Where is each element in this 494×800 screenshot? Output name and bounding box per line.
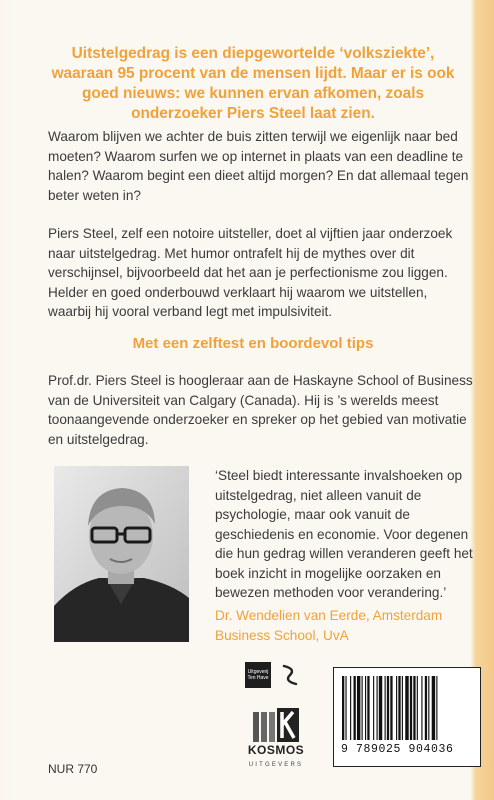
kosmos-subtitle: UITGEVERS [248, 762, 304, 768]
paragraph-questions: Waarom blijven we achter de buis zitten terwijl we eigenlijk naar bed moeten? Waarom surfen we op internet in plaats van een deadline te halen? Waarom begint een dieet altijd morgen? En dat allemaal tegen beter weten in? [48, 129, 469, 203]
nur-code: NUR 770 [48, 762, 98, 776]
barcode-bars [342, 676, 437, 740]
ten-have-small-label: Uitgeverij [247, 669, 269, 675]
isbn-digits: 9 789025 904036 [341, 743, 454, 756]
review-quote: ‘Steel biedt interessante invalshoeken op uitstelgedrag, niet alleen vanuit de psychologie, maar ook vanuit de geschiedenis en economie. Voor degenen die hun gedrag willen veranderen geeft het boek inzicht in mogelijke oorzaken en bewezen methoden voor verandering.’ [215, 468, 473, 600]
ten-have-name: Ten Have [247, 675, 269, 681]
ten-have-logo [245, 662, 271, 688]
tips-heading: Met een zelftest en boordevol tips [132, 335, 374, 352]
kosmos-logo-icon [253, 708, 299, 747]
review-source: Dr. Wendelien van Eerde, Amsterdam Business School, UvA [215, 608, 443, 643]
author-bio: Prof.dr. Piers Steel is hoogleraar aan de Haskayne School of Business van de Universiteit van Calgary (Canada). Hij is ’s werelds meest toonaangevende onderzoeker en spreker op het gebied van motivatie en uitstelgedrag. [48, 373, 473, 447]
lead-text: Uitstelgedrag is een diepgewortelde ‘volksziekte’, waaraan 95 procent van de mensen lijdt. Maar er is ook goed nieuws: we kunnen ervan afkomen, zoals onderzoeker Piers Steel laat zien. [51, 45, 455, 122]
author-photo [54, 466, 189, 642]
swirl-logo-icon [280, 663, 300, 692]
kosmos-name: KOSMOS [247, 743, 305, 757]
paragraph-about-author: Piers Steel, zelf een notoire uitsteller, doet al vijftien jaar onderzoek naar uitstelgedrag. Met humor ontrafelt hij de mythes over dit verschijnsel, bijvoorbeeld dat het aan je perfectionisme zou liggen. Helder en goed onderbouwd verklaart hij waarom we uitstellen, waarbij hij vooral verband legt met impulsiviteit. [48, 226, 453, 319]
